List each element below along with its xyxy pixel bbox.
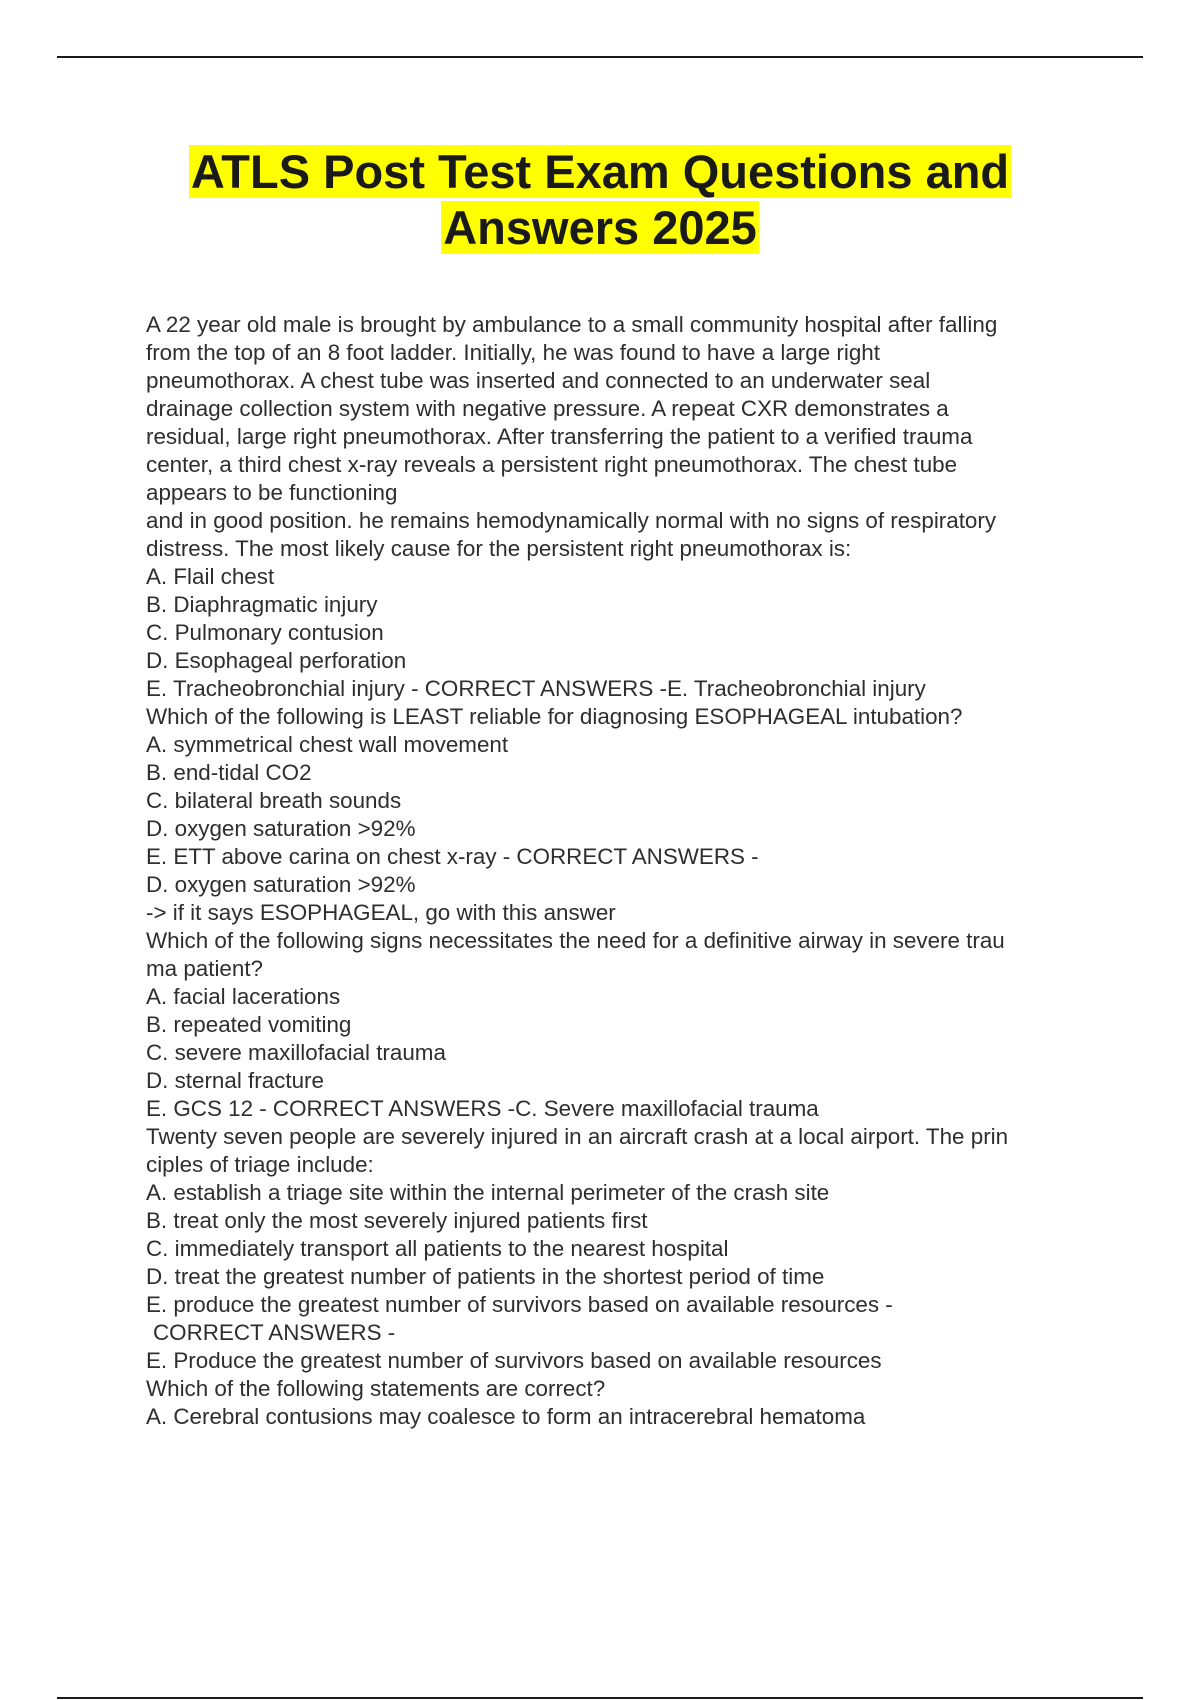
answer-option: C. bilateral breath sounds	[146, 788, 402, 813]
title-line: ATLS Post Test Exam Questions and	[190, 145, 1010, 198]
question-line: ma patient?	[146, 956, 264, 981]
question-line: Which of the following is LEAST reliable for diagnosing ESOPHAGEAL intubation?	[146, 704, 963, 729]
document-body	[146, 311, 1076, 1431]
answer-line: CORRECT ANSWERS -	[153, 1320, 396, 1345]
text-line: center, a third chest x-ray reveals a persistent right pneumothorax. The chest tube	[146, 452, 958, 477]
answer-option: C. immediately transport all patients to the nearest hospital	[146, 1236, 729, 1261]
top-divider	[57, 56, 1143, 58]
text-line: from the top of an 8 foot ladder. Initially, he was found to have a large right	[146, 340, 880, 365]
answer-option: C. severe maxillofacial trauma	[146, 1040, 446, 1065]
answer-option: A. facial lacerations	[146, 984, 341, 1009]
answer-option: C. Pulmonary contusion	[146, 620, 384, 645]
answer-option: B. Diaphragmatic injury	[146, 592, 378, 617]
title-line: Answers 2025	[443, 201, 757, 254]
text-line: and in good position. he remains hemodynamically normal with no signs of respiratory	[146, 508, 997, 533]
text-line: drainage collection system with negative pressure. A repeat CXR demonstrates a	[146, 396, 949, 421]
text-line: A 22 year old male is brought by ambulance to a small community hospital after falling	[146, 312, 998, 337]
question-line: ciples of triage include:	[146, 1152, 374, 1177]
bottom-divider	[57, 1697, 1143, 1699]
answer-option: B. repeated vomiting	[146, 1012, 352, 1037]
answer-option: E. Tracheobronchial injury - CORRECT ANSWERS -E. Tracheobronchial injury	[146, 676, 926, 701]
answer-option: D. sternal fracture	[146, 1068, 324, 1093]
answer-option: A. establish a triage site within the internal perimeter of the crash site	[146, 1180, 830, 1205]
answer-line: E. Produce the greatest number of survivors based on available resources	[146, 1348, 882, 1373]
answer-option: D. treat the greatest number of patients in the shortest period of time	[146, 1264, 825, 1289]
answer-option: D. Esophageal perforation	[146, 648, 407, 673]
question-line: Twenty seven people are severely injured in an aircraft crash at a local airport. The prin	[146, 1124, 1009, 1149]
answer-option: E. GCS 12 - CORRECT ANSWERS -C. Severe maxillofacial trauma	[146, 1096, 819, 1121]
question-line: Which of the following statements are correct?	[146, 1376, 606, 1401]
text-line: pneumothorax. A chest tube was inserted and connected to an underwater seal	[146, 368, 931, 393]
text-line: residual, large right pneumothorax. After transferring the patient to a verified trauma	[146, 424, 973, 449]
answer-option: A. Flail chest	[146, 564, 275, 589]
document-title	[57, 144, 1143, 256]
answer-note: -> if it says ESOPHAGEAL, go with this answer	[146, 900, 616, 925]
answer-option: E. ETT above carina on chest x-ray - CORRECT ANSWERS -	[146, 844, 759, 869]
text-line: distress. The most likely cause for the persistent right pneumothorax is:	[146, 536, 852, 561]
text-line: appears to be functioning	[146, 480, 398, 505]
answer-option: B. treat only the most severely injured patients first	[146, 1208, 648, 1233]
answer-option: A. Cerebral contusions may coalesce to form an intracerebral hematoma	[146, 1404, 866, 1429]
question-line: Which of the following signs necessitates the need for a definitive airway in severe trau	[146, 928, 1005, 953]
answer-option: A. symmetrical chest wall movement	[146, 732, 509, 757]
answer-option: B. end-tidal CO2	[146, 760, 312, 785]
answer-line: D. oxygen saturation >92%	[146, 872, 416, 897]
answer-option: E. produce the greatest number of survivors based on available resources -	[146, 1292, 893, 1317]
answer-option: D. oxygen saturation >92%	[146, 816, 416, 841]
